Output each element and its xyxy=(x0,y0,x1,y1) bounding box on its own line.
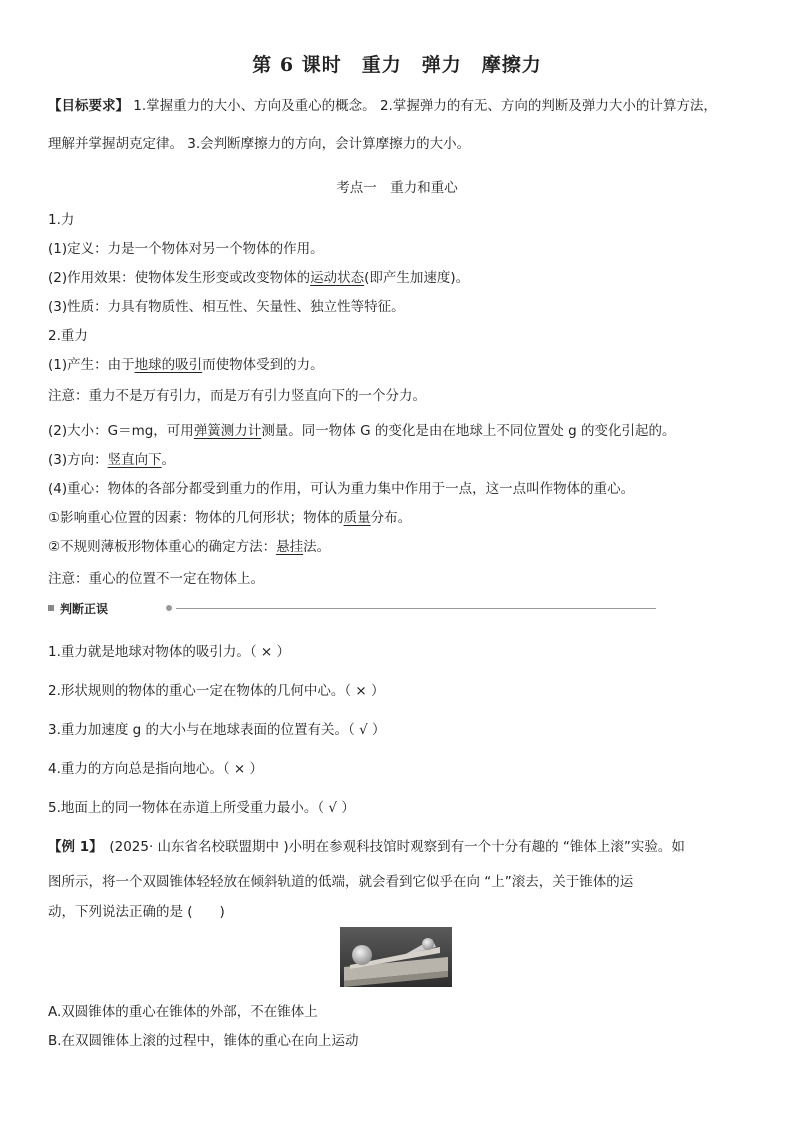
gravity-factors-pre: ①影响重心位置的因素：物体的几何形状；物体的 xyxy=(48,510,344,526)
force-heading: 1.力 xyxy=(48,212,75,228)
gravity-size xyxy=(48,419,676,439)
example-line-3: 动，下列说法正确的是 ( ) xyxy=(48,904,225,920)
gravity-size-key: 弹簧测力计 xyxy=(193,423,262,439)
dot-icon xyxy=(166,605,172,611)
gravity-method-pre: ②不规则薄板形物体重心的确定方法： xyxy=(48,539,277,555)
gravity-center: (4)重心：物体的各部分都受到重力的作用，可认为重力集中作用于一点，这一点叫作物体的重心。 xyxy=(48,481,635,497)
gravity-direction-post: 。 xyxy=(161,452,176,468)
force-nature: (3)性质：力具有物质性、相互性、矢量性、独立性等特征。 xyxy=(48,299,405,315)
gravity-factors-post: 分布。 xyxy=(370,510,412,526)
gravity-note-1: 注意：重力不是万有引力，而是万有引力竖直向下的一个分力。 xyxy=(48,388,426,404)
gravity-heading: 2.重力 xyxy=(48,328,88,344)
section-title: 考点一 重力和重心 xyxy=(336,180,458,196)
gravity-size-pre: (2)大小：G＝mg，可用 xyxy=(48,423,194,439)
square-bullet-icon xyxy=(48,605,54,611)
gravity-direction xyxy=(48,448,175,468)
lesson-title: 第 6 课时 重力 弹力 摩擦力 xyxy=(252,54,542,76)
gravity-direction-key: 竖直向下 xyxy=(107,452,162,468)
header-rule xyxy=(176,608,656,609)
gravity-method-key: 悬挂 xyxy=(276,539,304,555)
gravity-note-2: 注意：重心的位置不一定在物体上。 xyxy=(48,571,264,587)
gravity-factors xyxy=(48,506,411,526)
judge-label: 判断正误 xyxy=(60,602,109,616)
judge-item: 1.重力就是地球对物体的吸引力。（ × ） xyxy=(48,644,291,660)
gravity-origin-key: 地球的吸引 xyxy=(134,357,203,373)
option-a: A.双圆锥体的重心在锥体的外部，不在锥体上 xyxy=(48,1004,318,1020)
gravity-origin xyxy=(48,353,324,373)
gravity-factors-key: 质量 xyxy=(343,510,371,526)
judge-section-header xyxy=(48,600,608,618)
gravity-method-post: 法。 xyxy=(303,539,331,555)
force-effect-post: (即产生加速度)。 xyxy=(364,270,470,286)
force-effect-key: 运动状态 xyxy=(310,270,365,286)
force-definition: (1)定义：力是一个物体对另一个物体的作用。 xyxy=(48,241,324,257)
gravity-method xyxy=(48,535,330,555)
judge-item: 5.地面上的同一物体在赤道上所受重力最小。（ √ ） xyxy=(48,800,355,816)
goals-line-1 xyxy=(48,94,717,114)
judge-item: 2.形状规则的物体的重心一定在物体的几何中心。（ × ） xyxy=(48,683,385,699)
goals-line-2: 理解并掌握胡克定律。 3.会判断摩擦力的方向，会计算摩擦力的大小。 xyxy=(48,136,471,152)
judge-item: 3.重力加速度 g 的大小与在地球表面的位置有关。（ √ ） xyxy=(48,722,386,738)
judge-item: 4.重力的方向总是指向地心。（ × ） xyxy=(48,761,264,777)
example-line-1 xyxy=(48,835,685,855)
gravity-size-post: 测量。同一物体 G 的变化是由在地球上不同位置处 g 的变化引起的。 xyxy=(261,423,676,439)
cone-experiment-photo xyxy=(340,927,452,987)
option-b: B.在双圆锥体上滚的过程中，锥体的重心在向上运动 xyxy=(48,1033,359,1049)
gravity-origin-post: 而使物体受到的力。 xyxy=(202,357,324,373)
goals-label: 【目标要求】 xyxy=(48,98,129,114)
example-label: 【例 1】 xyxy=(48,839,96,855)
gravity-origin-pre: (1)产生：由于 xyxy=(48,357,135,373)
force-effect xyxy=(48,266,469,286)
example-line-2: 图所示，将一个双圆锥体轻轻放在倾斜轨道的低端，就会看到它似乎在向 “上”滚去，关于锥体的运 xyxy=(48,874,634,890)
gravity-direction-pre: (3)方向： xyxy=(48,452,108,468)
goals-text-1: 1.掌握重力的大小、方向及重心的概念。 2.掌握弹力的有无、方向的判断及弹力大小的计算方法， xyxy=(129,98,717,114)
force-effect-pre: (2)作用效果：使物体发生形变或改变物体的 xyxy=(48,270,311,286)
example-text-1: (2025· 山东省名校联盟期中 )小明在参观科技馆时观察到有一个十分有趣的 “锥体上滚”实验。如 xyxy=(95,839,685,855)
